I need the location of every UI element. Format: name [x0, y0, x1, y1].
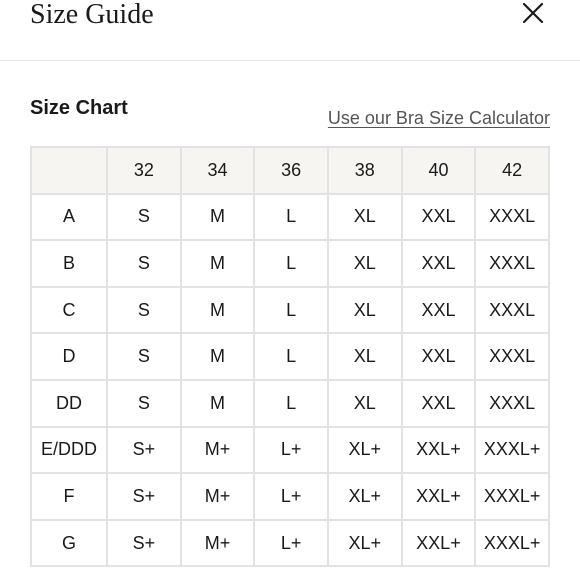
size-cell: M+: [181, 427, 255, 474]
size-cell: M+: [181, 520, 255, 567]
band-size-header: 36: [254, 147, 328, 194]
size-cell: XXXL: [475, 194, 549, 241]
modal-header: [0, 0, 580, 61]
size-cell: XXXL: [475, 287, 549, 334]
size-cell: XXL: [402, 287, 476, 334]
cup-size-cell: F: [31, 473, 107, 520]
table-row: [31, 520, 549, 567]
table-row: [31, 427, 549, 474]
size-cell: S: [107, 194, 181, 241]
size-cell: XL: [328, 287, 402, 334]
band-size-header: 38: [328, 147, 402, 194]
size-cell: S+: [107, 427, 181, 474]
table-row: [31, 240, 549, 287]
bra-size-calculator-link[interactable]: Use our Bra Size Calculator: [327, 108, 550, 128]
size-cell: L+: [254, 427, 328, 474]
size-cell: XL+: [328, 427, 402, 474]
size-cell: XL: [328, 240, 402, 287]
size-cell: XL: [328, 333, 402, 380]
size-cell: XXL: [402, 333, 476, 380]
size-cell: XXL+: [402, 427, 476, 474]
size-cell: L: [254, 194, 328, 241]
cup-size-cell: A: [31, 194, 107, 241]
table-row: [31, 380, 549, 427]
size-cell: M: [181, 194, 255, 241]
size-cell: S+: [107, 520, 181, 567]
size-chart-table: [30, 146, 550, 567]
size-cell: S: [107, 380, 181, 427]
band-size-header: 34: [181, 147, 255, 194]
size-cell: XXL: [402, 380, 476, 427]
cup-size-cell: C: [31, 287, 107, 334]
size-cell: XL+: [328, 520, 402, 567]
band-size-header: 40: [402, 147, 476, 194]
page-title: Size Guide: [30, 0, 154, 30]
cup-size-cell: B: [31, 240, 107, 287]
size-cell: XXXL: [475, 240, 549, 287]
size-cell: L: [254, 333, 328, 380]
size-cell: L+: [254, 520, 328, 567]
cup-size-cell: G: [31, 520, 107, 567]
size-cell: XXXL: [475, 380, 549, 427]
close-icon: [518, 0, 548, 30]
table-row: [31, 333, 549, 380]
band-size-header: 42: [475, 147, 549, 194]
size-cell: L: [254, 240, 328, 287]
table-row: [31, 287, 549, 334]
size-cell: XXL: [402, 240, 476, 287]
table-row: [31, 194, 549, 241]
table-row: [31, 473, 549, 520]
size-cell: S: [107, 287, 181, 334]
cup-size-cell: E/DDD: [31, 427, 107, 474]
band-size-header: 32: [107, 147, 181, 194]
cup-size-cell: DD: [31, 380, 107, 427]
size-cell: S: [107, 240, 181, 287]
size-cell: XL: [328, 380, 402, 427]
size-cell: L: [254, 287, 328, 334]
size-cell: XL: [328, 194, 402, 241]
size-cell: M: [181, 240, 255, 287]
size-cell: XXXL: [475, 333, 549, 380]
size-cell: XXXL+: [475, 520, 549, 567]
size-cell: XXXL+: [475, 427, 549, 474]
size-cell: XXL: [402, 194, 476, 241]
cup-size-cell: D: [31, 333, 107, 380]
size-cell: M: [181, 380, 255, 427]
size-cell: S: [107, 333, 181, 380]
size-cell: XL+: [328, 473, 402, 520]
size-cell: XXL+: [402, 520, 476, 567]
size-cell: M: [181, 287, 255, 334]
size-cell: S+: [107, 473, 181, 520]
size-chart-title: Size Chart: [30, 97, 128, 119]
size-cell: L+: [254, 473, 328, 520]
band-size-header-row: [31, 147, 549, 194]
corner-header-cell: [31, 147, 107, 194]
size-cell: M+: [181, 473, 255, 520]
size-cell: XXXL+: [475, 473, 549, 520]
size-cell: XXL+: [402, 473, 476, 520]
size-cell: M: [181, 333, 255, 380]
close-button[interactable]: [518, 0, 548, 30]
size-cell: L: [254, 380, 328, 427]
